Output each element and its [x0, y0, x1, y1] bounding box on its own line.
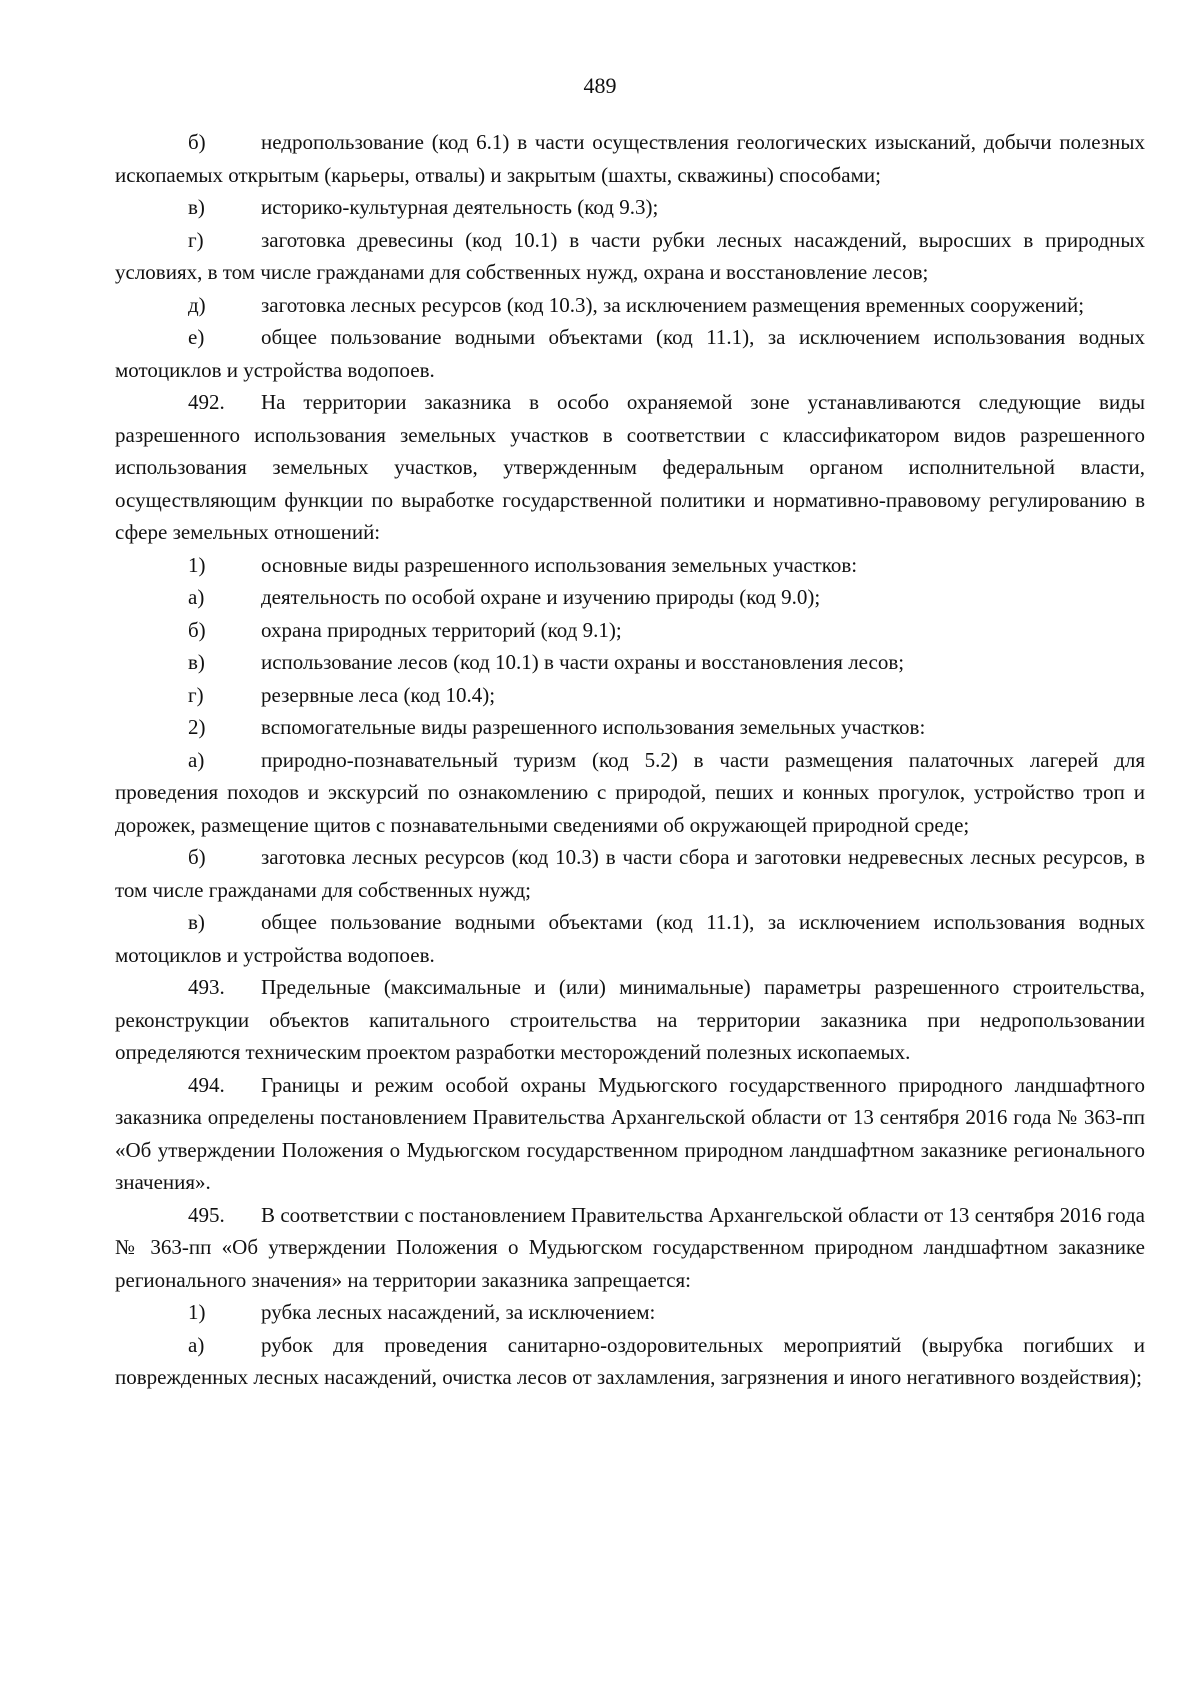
paragraph-text: историко-культурная деятельность (код 9.3); [261, 195, 659, 219]
paragraph-text: общее пользование водными объектами (код 11.1), за исключением использования водных мотоциклов и устройства водопоев. [115, 910, 1145, 967]
paragraph [115, 614, 1145, 647]
paragraph-text: заготовка лесных ресурсов (код 10.3), за исключением размещения временных сооружений; [261, 292, 1085, 317]
paragraph-marker: а) [188, 585, 205, 609]
paragraph-marker: а) [188, 1332, 205, 1357]
paragraph-text: рубок для проведения санитарно-оздоровительных мероприятий (вырубка погибших и поврежденных лесных насаждений, очистка лесов от захламления, загрязнения и иного негативного воздействия); [115, 1332, 1145, 1389]
paragraph-text: На территории заказника в особо охраняемой зоне устанавливаются следующие виды разрешенного использования земельных участков в соответствии с классификатором видов разрешенного использования земельных участков, утвержденным федеральным органом исполнительной власти, осуществляющим функции по выработке государственной политики и нормативно-правовому регулированию в сфере земельных отношений: [115, 390, 1145, 544]
paragraph-marker: б) [188, 617, 206, 642]
paragraph-text: охрана природных территорий (код 9.1); [261, 617, 622, 642]
paragraph-text: заготовка лесных ресурсов (код 10.3) в части сбора и заготовки недревесных лесных ресурсов, в том числе гражданами для собственных нужд; [115, 845, 1145, 902]
paragraph-marker: б) [188, 845, 206, 869]
paragraph-text: Предельные (максимальные и (или) минимальные) параметры разрешенного строительства, реконструкции объектов капитального строительства на территории заказника при недропользовании определяются техническим проектом разработки месторождений полезных ископаемых. [115, 975, 1145, 1064]
paragraph [115, 581, 1145, 614]
paragraph [115, 289, 1145, 322]
paragraph-text: использование лесов (код 10.1) в части охраны и восстановления лесов; [261, 650, 905, 674]
paragraph [115, 744, 1145, 842]
paragraph-marker: 1) [188, 552, 206, 577]
page-number: 489 [583, 73, 617, 98]
paragraph [115, 841, 1145, 906]
paragraph [115, 1329, 1145, 1394]
paragraph [115, 646, 1145, 679]
paragraph-marker: в) [188, 910, 205, 934]
paragraph [115, 971, 1145, 1069]
paragraph-text: заготовка древесины (код 10.1) в части рубки лесных насаждений, выросших в природных условиях, в том числе гражданами для собственных нужд, охрана и восстановление лесов; [115, 227, 1145, 284]
document-body [115, 126, 1145, 1394]
paragraph-marker: в) [188, 195, 205, 219]
paragraph-text: резервные леса (код 10.4); [261, 682, 496, 707]
paragraph-text: недропользование (код 6.1) в части осуществления геологических изысканий, добычи полезных ископаемых открытым (карьеры, отвалы) и закрытым (шахты, скважины) способами; [115, 130, 1145, 187]
paragraph-marker: г) [188, 682, 204, 707]
paragraph-text: основные виды разрешенного использования земельных участков: [261, 552, 858, 577]
paragraph-marker: 492. [188, 390, 225, 414]
paragraph-text: В соответствии с постановлением Правительства Архангельской области от 13 сентября 2016 года № 363-пп «Об утверждении Положения о Мудьюгском государственном природном ландшафтном заказнике регионального значения» на территории заказника запрещается: [115, 1202, 1145, 1292]
paragraph [115, 1069, 1145, 1199]
paragraph-marker: 1) [188, 1300, 206, 1324]
paragraph-marker: 495. [188, 1202, 225, 1227]
paragraph-marker: в) [188, 650, 205, 674]
paragraph [115, 549, 1145, 582]
paragraph [115, 224, 1145, 289]
paragraph-text: Границы и режим особой охраны Мудьюгского государственного природного ландшафтного заказника определены постановлением Правительства Архангельской области от 13 сентября 2016 года № 363-пп «Об утверждении Положения о Мудьюгском государственном природном ландшафтном заказнике регионального значения». [115, 1072, 1145, 1194]
paragraph-marker: г) [188, 227, 204, 252]
paragraph [115, 126, 1145, 191]
paragraph [115, 1296, 1145, 1329]
paragraph-text: общее пользование водными объектами (код 11.1), за исключением использования водных мотоциклов и устройства водопоев. [115, 325, 1145, 382]
paragraph-text: вспомогательные виды разрешенного использования земельных участков: [261, 715, 926, 739]
paragraph [115, 386, 1145, 549]
paragraph [115, 1199, 1145, 1297]
paragraph-marker: а) [188, 747, 205, 772]
paragraph [115, 679, 1145, 712]
paragraph [115, 191, 1145, 224]
paragraph [115, 711, 1145, 744]
paragraph [115, 321, 1145, 386]
paragraph-marker: б) [188, 130, 206, 154]
paragraph-marker: д) [188, 292, 206, 317]
paragraph-text: деятельность по особой охране и изучению природы (код 9.0); [261, 585, 821, 609]
paragraph-marker: 2) [188, 715, 206, 739]
paragraph-text: природно-познавательный туризм (код 5.2) в части размещения палаточных лагерей для проведения походов и экскурсий по ознакомлению с природой, пеших и конных прогулок, устройство троп и дорожек, размещение щитов с познавательными сведениями об окружающей природной среде; [115, 747, 1145, 837]
paragraph-marker: 494. [188, 1072, 225, 1097]
paragraph-marker: е) [188, 325, 205, 349]
paragraph [115, 906, 1145, 971]
paragraph-text: рубка лесных насаждений, за исключением: [261, 1300, 656, 1324]
paragraph-marker: 493. [188, 975, 225, 999]
